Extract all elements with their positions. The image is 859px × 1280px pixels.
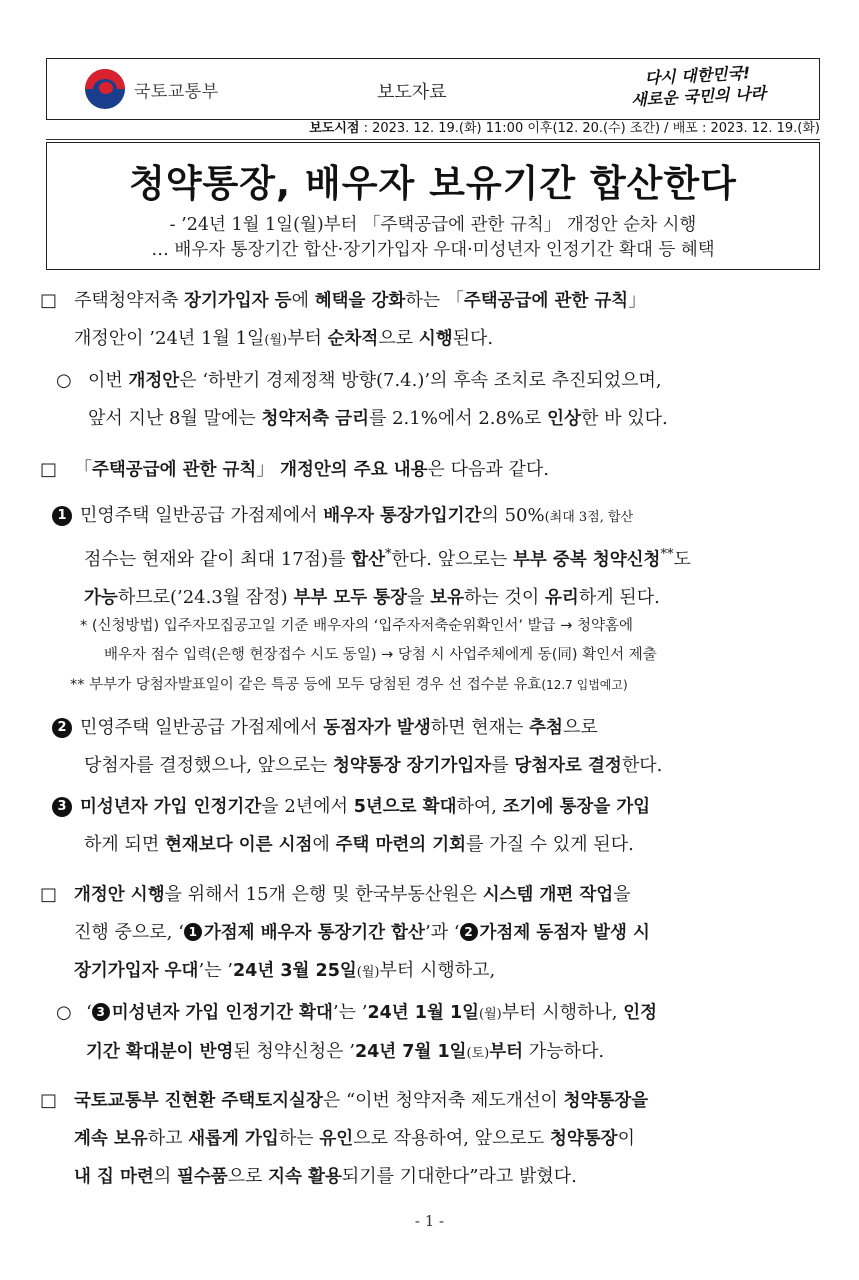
text-span: (최대 3점, 합산	[544, 510, 634, 525]
text-span: 부터	[287, 328, 328, 349]
text-span: **	[660, 547, 674, 562]
subtitle-2: … 배우자 통장기간 합산·장기가입자 우대·미성년자 인정기간 확대 등 혜택	[151, 240, 715, 260]
text-span: 를	[491, 755, 515, 776]
text-span: 가점제 배우자 통장기간 합산	[203, 923, 425, 943]
text-span: 부터 시행하나,	[501, 1002, 624, 1023]
text-span: 추첨	[529, 718, 563, 738]
number-2-icon: 2	[52, 718, 72, 738]
slogan-line-1: 다시 대한민국!	[644, 63, 751, 88]
square-bullet: □	[40, 1090, 58, 1111]
square-bullet: □	[40, 459, 58, 480]
paragraph-1	[40, 282, 830, 359]
text-span: 시행	[418, 329, 453, 349]
text-span: 으로	[562, 717, 598, 738]
text-span: 를 2.1%에서 2.8%로	[368, 408, 548, 429]
text-span: 주택 마련의 기회	[335, 835, 467, 855]
text-span: 가능	[84, 588, 118, 608]
text-span: ’는 ’	[198, 960, 233, 981]
text-span: 하면 현재는	[430, 717, 530, 738]
text-span: (12.7 입법예고)	[541, 678, 628, 692]
text-span: 도	[673, 549, 691, 570]
text-span: 5년으로 확대	[353, 797, 457, 817]
circle-bullet: ○	[56, 1002, 72, 1023]
text-span: ’과 ‘	[424, 922, 460, 943]
text-span: 24년 7월 1일	[354, 1042, 467, 1062]
text-span: 은 다음과 같다.	[427, 459, 550, 480]
release-label: 보도시점	[309, 121, 360, 136]
text-span: 가점제 동점자 발생 시	[479, 923, 650, 943]
text-span: 조기에 통장을 가입	[502, 797, 651, 817]
release-value: : 2023. 12. 19.(화) 11:00 이후(12. 20.(수) 조간)	[359, 121, 661, 136]
text-span: 부터 시행하고,	[379, 960, 496, 981]
text-span: 인상	[547, 409, 581, 429]
text-span: 개정안이 ’24년 1월 1일	[74, 328, 265, 349]
text-span: 민영주택 일반공급 가점제에서	[80, 717, 324, 738]
slogan	[622, 61, 774, 111]
text-span: 순차적	[327, 329, 379, 349]
text-span: 유리	[545, 588, 579, 608]
text-span: 개정안의 주요 내용	[280, 460, 428, 480]
text-span: * (신청방법) 입주자모집공고일 기준 배우자의 ‘입주자저축순위확인서’ 발급 → 청약홈에	[80, 618, 634, 634]
text-span: 시스템 개편 작업	[482, 885, 614, 905]
text-span: 으로	[378, 328, 419, 349]
text-span: 국토교통부 진현환 주택토지실장	[74, 1091, 323, 1111]
text-span: 하고	[147, 1128, 189, 1149]
subtitle-1: - ’24년 1월 1일(월)부터 「주택공급에 관한 규칙」 개정안 순차 시행	[169, 215, 697, 235]
text-span: 가능하다.	[523, 1041, 605, 1062]
text-span: (월)	[264, 333, 288, 348]
text-span: 의 50%	[481, 505, 545, 526]
text-span: 청약통장	[549, 1129, 618, 1149]
text-span: (월)	[479, 1007, 502, 1022]
text-span: 」	[628, 290, 647, 311]
text-span: (월)	[356, 965, 380, 980]
text-span: 새롭게 가입	[188, 1129, 279, 1149]
number-3-icon: 3	[52, 797, 72, 817]
text-span: 하는 것이	[464, 587, 545, 608]
text-span: 당첨자를 결정했으나, 앞으로는	[84, 755, 333, 776]
paragraph-2	[56, 362, 836, 438]
text-span: 합산	[351, 550, 386, 570]
text-span: 주택공급에 관한 규칙	[463, 291, 629, 311]
text-span: 를 가질 수 있게 된다.	[466, 834, 634, 855]
text-span: 배우자 점수 입력(은행 현장접수 시도 동일) → 당첨 시 사업주체에게 동(同) 확인서 제출	[104, 647, 657, 663]
text-span: 은 ‘하반기 경제정책 방향(7.4.)’의 후속 조치로 추진되었으며,	[179, 370, 662, 391]
text-span: 인정	[623, 1003, 658, 1023]
text-span: 으로	[227, 1166, 269, 1187]
paragraph-7	[40, 876, 830, 991]
text-span: 필수품	[176, 1167, 228, 1187]
paragraph-5	[52, 709, 836, 785]
text-span: 기간 확대분이 반영	[86, 1042, 234, 1062]
paragraph-8	[56, 994, 836, 1072]
text-span: 진행 중으로, ‘	[74, 922, 184, 943]
text-span: 앞서 지난 8월 말에는	[88, 408, 262, 429]
text-span: 부터	[489, 1042, 524, 1062]
text-span: 을 위해서 15개 은행 및 한국부동산원은	[164, 884, 483, 905]
release-timeline	[46, 120, 820, 140]
text-span: 개정안	[128, 371, 180, 391]
text-span: ’는 ’	[332, 1002, 368, 1023]
text-span: 배우자 통장가입기간	[323, 506, 482, 526]
text-span: 장기가입자 우대	[74, 961, 199, 981]
footnote-2	[70, 671, 628, 700]
paragraph-6	[52, 788, 836, 864]
text-span: 청약통장을	[563, 1091, 649, 1111]
circle-bullet: ○	[56, 370, 72, 391]
number-3-icon: 3	[92, 1003, 110, 1021]
text-span: 유인	[319, 1129, 354, 1149]
text-span: 혜택을 강화	[314, 291, 406, 311]
text-span: 으로 작용하여, 앞으로도	[353, 1128, 550, 1149]
text-span: 부부 중복 청약신청	[513, 550, 661, 570]
text-span: 지속 활용	[268, 1167, 342, 1187]
text-span: 이	[617, 1128, 635, 1149]
number-1-icon: 1	[52, 506, 72, 526]
text-span: (토)	[466, 1046, 490, 1061]
text-span: 이번	[88, 370, 129, 391]
paragraph-4	[52, 497, 836, 617]
text-span: ** 부부가 당첨자발표일이 같은 특공 등에 모두 당첨된 경우 선 접수분 유효	[70, 677, 542, 693]
text-span: 한 바 있다.	[580, 408, 668, 429]
press-header	[46, 58, 820, 120]
text-span: 에	[312, 834, 336, 855]
text-span: 미성년자 가입 인정기간	[80, 797, 262, 817]
slogan-line-2: 새로운 국민의 나라	[630, 83, 767, 110]
distribution-value: : 2023. 12. 19.(화)	[697, 121, 820, 136]
text-span: 당첨자로 결정	[514, 756, 622, 776]
text-span: 24년 1월 1일	[367, 1003, 480, 1023]
text-span: 된다.	[452, 328, 494, 349]
square-bullet: □	[40, 290, 58, 311]
text-span: 보유	[430, 588, 464, 608]
text-span: 내 집 마련	[74, 1167, 154, 1187]
number-1-icon: 1	[184, 923, 202, 941]
text-span: 「	[74, 459, 92, 480]
text-span: 부부 모두 통장	[293, 588, 408, 608]
text-span: 동점자가 발생	[323, 718, 431, 738]
press-release-label: 보도자료	[377, 82, 447, 103]
text-span: 을	[613, 884, 631, 905]
text-span: 하는	[278, 1128, 320, 1149]
text-span: 주택청약저축	[74, 290, 185, 311]
text-span: 점수는 현재와 같이 최대 17점)를	[84, 549, 352, 570]
text-span: 미성년자 가입 인정기간 확대	[111, 1003, 333, 1023]
paragraph-9	[40, 1082, 830, 1196]
text-span: 개정안 시행	[74, 885, 165, 905]
text-span: 24년 3월 25일	[233, 961, 357, 981]
text-span: 한다. 앞으로는	[391, 549, 514, 570]
text-span: 」	[256, 459, 281, 480]
text-span: 하여,	[456, 796, 503, 817]
text-span: ‘	[86, 1002, 92, 1023]
text-span: 청약통장 장기가입자	[332, 756, 492, 776]
text-span: 하므로(’24.3월 잠정)	[117, 587, 294, 608]
page-number: - 1 -	[414, 1212, 445, 1230]
title-box	[46, 142, 820, 270]
footnote-1	[80, 612, 657, 670]
text-span: 은 “이번 청약저축 제도개선이	[322, 1090, 564, 1111]
text-span: 주택공급에 관한 규칙	[92, 460, 257, 480]
text-span: 을	[407, 587, 431, 608]
paragraph-3	[40, 451, 830, 489]
text-span: 하는 「	[405, 290, 464, 311]
text-span: 하게 되면	[84, 834, 165, 855]
text-span: 된 청약신청은 ’	[233, 1041, 355, 1062]
text-span: 청약저축 금리	[261, 409, 369, 429]
distribution-label: / 배포	[660, 121, 698, 136]
ministry-logo	[85, 69, 219, 109]
square-bullet: □	[40, 884, 58, 905]
text-span: 민영주택 일반공급 가점제에서	[80, 505, 324, 526]
page-title: 청약통장, 배우자 보유기간 합산한다	[129, 162, 737, 205]
text-span: 의	[153, 1166, 177, 1187]
text-span: 장기가입자 등	[184, 291, 292, 311]
text-span: 되기를 기대한다”라고 밝혔다.	[341, 1166, 577, 1187]
text-span: 을 2년에서	[261, 796, 354, 817]
text-span: 에	[291, 290, 315, 311]
text-span: *	[385, 547, 392, 562]
ministry-name: 국토교통부	[134, 81, 219, 102]
text-span: 계속 보유	[74, 1129, 148, 1149]
taegeuk-icon	[85, 69, 125, 109]
number-2-icon: 2	[460, 923, 478, 941]
text-span: 현재보다 이른 시점	[165, 835, 313, 855]
text-span: 하게 된다.	[578, 587, 660, 608]
text-span: 한다.	[621, 755, 663, 776]
